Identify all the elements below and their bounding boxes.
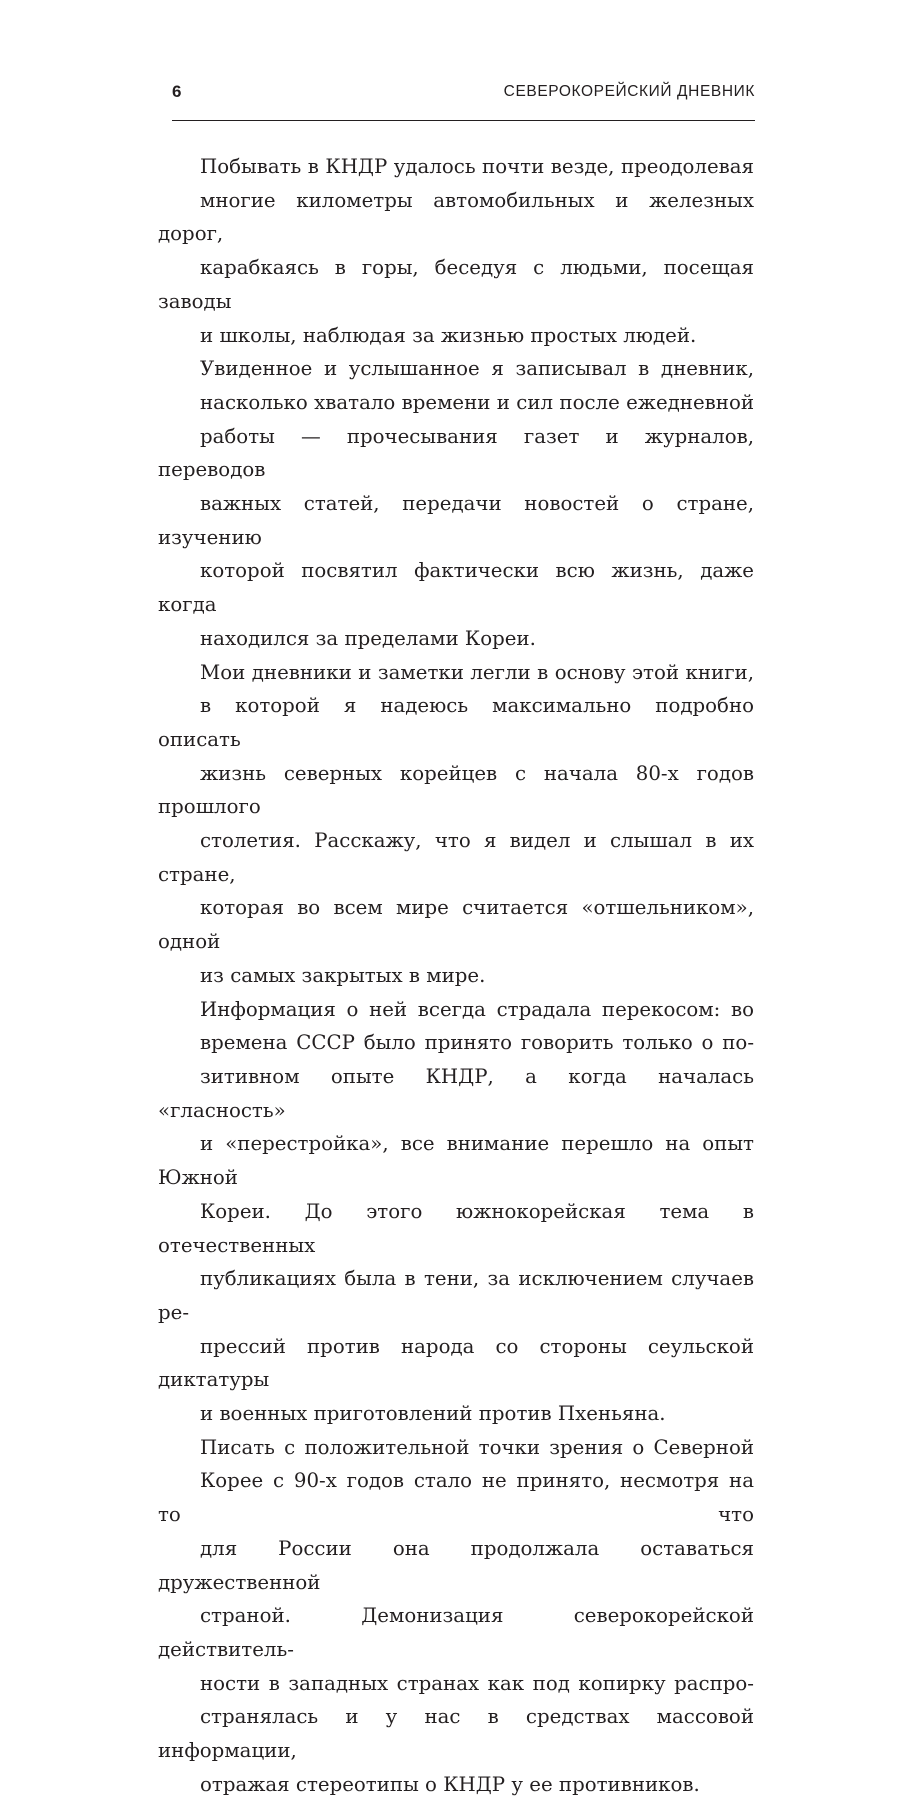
text-line: Информация о ней всегда страдала перекосом: во [200, 997, 754, 1021]
text-line: которая во всем мире считается «отшельником», одной [158, 896, 754, 954]
text-line: времена СССР было принято говорить только о по- [200, 1031, 754, 1055]
text-line: из самых закрытых в мире. [200, 963, 486, 987]
text-line: отражая стереотипы о КНДР у ее противников. [200, 1772, 700, 1796]
header-rule [172, 120, 755, 121]
text-line: важных статей, передачи новостей о стране, изучению [158, 492, 754, 549]
paragraph [158, 352, 754, 655]
text-line: ности в западных странах как под копирку распро- [200, 1671, 754, 1695]
text-line: столетия. Расскажу, что я видел и слышал в их стране, [158, 829, 754, 886]
text-line: прессий против народа со стороны сеульской диктатуры [158, 1334, 754, 1392]
text-line: Корее с 90-х годов стало не принято, несмотря на то что [158, 1469, 754, 1527]
page-number: 6 [172, 82, 182, 101]
text-line: публикациях была в тени, за исключением случаев ре- [158, 1267, 754, 1324]
text-line: в которой я надеюсь максимально подробно описать [158, 694, 754, 751]
text-line: и школы, наблюдая за жизнью простых людей. [200, 323, 697, 347]
book-title: СЕВЕРОКОРЕЙСКИЙ ДНЕВНИК [503, 83, 755, 100]
paragraph [158, 656, 754, 993]
text-line: находился за пределами Кореи. [200, 626, 536, 650]
text-line: и военных приготовлений против Пхеньяна. [200, 1402, 666, 1426]
text-line: страной. Демонизация северокорейской действитель- [158, 1604, 754, 1661]
text-line: работы — прочесывания газет и журналов, переводов [158, 424, 754, 482]
text-line: и «перестройка», все внимание перешло на опыт Южной [158, 1132, 754, 1190]
paragraph [158, 993, 754, 1431]
text-line: которой посвятил фактически всю жизнь, даже когда [158, 559, 754, 617]
text-line: Кореи. До этого южнокорейская тема в отечественных [158, 1199, 754, 1257]
paragraph [158, 150, 754, 352]
text-line: Побывать в КНДР удалось почти везде, преодолевая [200, 155, 754, 178]
text-line: многие километры автомобильных и железных дорог, [158, 188, 754, 246]
paragraph [158, 1431, 754, 1801]
text-line: Увиденное и услышанное я записывал в дневник, [200, 357, 754, 381]
running-head [172, 80, 755, 110]
text-line: насколько хватало времени и сил после ежедневной [200, 390, 754, 414]
text-line: странялась и у нас в средствах массовой информации, [158, 1705, 754, 1763]
text-line: для России она продолжала оставаться дружественной [158, 1536, 754, 1594]
text-line: жизнь северных корейцев с начала 80-х годов прошлого [158, 761, 754, 819]
text-line: Мои дневники и заметки легли в основу этой книги, [200, 660, 754, 684]
text-line: зитивном опыте КНДР, а когда началась «гласность» [158, 1064, 754, 1122]
body-text [158, 150, 754, 1801]
text-line: Писать с положительной точки зрения о Северной [200, 1435, 754, 1459]
text-line: карабкаясь в горы, беседуя с людьми, посещая заводы [158, 256, 754, 313]
